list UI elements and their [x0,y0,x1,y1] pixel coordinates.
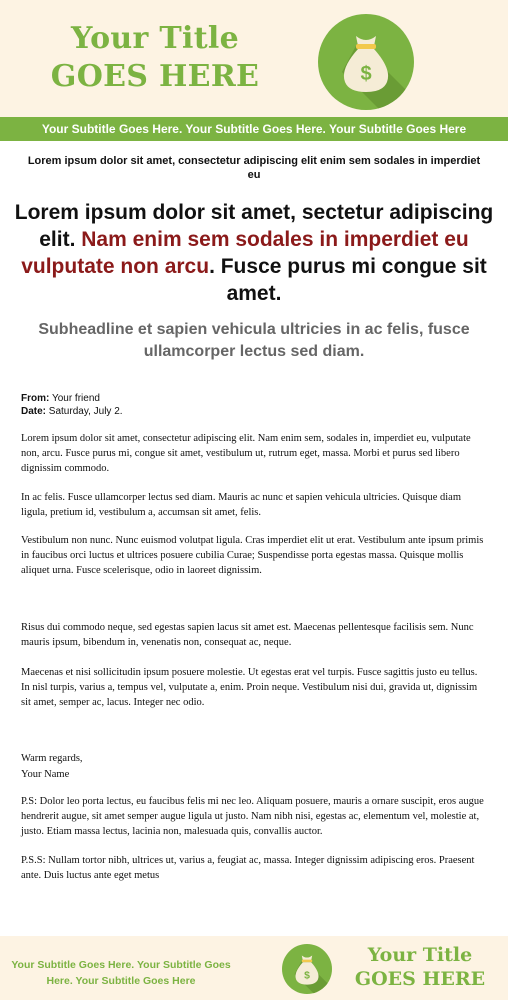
footer-title [340,943,500,991]
paragraph-3: Vestibulum non nunc. Nunc euismod volutpat ligula. Cras imperdiet elit ut erat. Vestibulum ante ipsum primis in faucibus orci luctus et ultrices posuere cubilia Curae; Suspendisse porta egestas massa. Quisque mollis aliquet urna. Fusce scelerisque, odio in laoreet dignissim. [21,535,484,576]
title-line-2: GOES HERE [50,59,260,94]
footer [0,936,508,1000]
paragraph-2: In ac felis. Fusce ullamcorper lectus sed diam. Mauris ac nunc et sapien vehicula ultricies. Quisque diam ligula, pretium id, vestibulum a, accumsan sit amet, felis. [21,492,461,518]
date-label: Date: [21,406,47,417]
subheadline: Subheadline et sapien vehicula ultricies in ac felis, fusce ullamcorper lectus sed diam. [38,321,470,360]
title-line-1: Your Title [71,21,239,56]
headline-part-1: Lorem ipsum dolor sit amet, sectetur adipiscing elit. [14,201,494,251]
money-bag-icon [282,944,332,994]
postscript: P.S: Dolor leo porta lectus, eu faucibus felis mi nec leo. Aliquam posuere, mauris a ornare suscipit, eros augue hendrerit augue, sit amet semper augue ligula ut justo. Nam nibh nisi, egestas ac, elementum vel, molestie at, justo. Etiam massa lectus, lacinia non, malesuada quis, convallis auctor. [21,796,484,837]
content-panel [0,141,508,936]
intro-text: Lorem ipsum dolor sit amet, consectetur adipiscing elit enim sem sodales in imperdiet eu [27,155,481,181]
header [0,0,508,116]
page-title [0,20,310,96]
from-value: Your friend [49,393,100,404]
headline [14,199,494,307]
headline-highlight: Nam enim sem sodales in imperdiet eu vulputate non arcu [21,228,469,278]
letter-meta [21,392,481,418]
paragraph-4: Risus dui commodo neque, sed egestas sapien lacus sit amet est. Maecenas pellentesque facilisis sem. Nunc mauris ipsum, bibendum in, venenatis non, consequat ac, neque. [21,622,474,648]
paragraph-5: Maecenas et nisi sollicitudin ipsum posuere molestie. Ut egestas erat vel turpis. Fusce sagittis justo eu tellus. In nisl turpis, varius a, tempus vel, vulputate a, enim. Proin neque. Vestibulum nisi dui, gravida ut, dignissim sit amet, semper ac, lacus. Integer nec odio. [21,667,478,708]
footer-title-line-1: Your Title [367,944,473,966]
subtitle-bar: Your Subtitle Goes Here. Your Subtitle Goes Here. Your Subtitle Goes Here [0,117,508,141]
dollar-sign: $ [360,63,372,85]
footer-subtitle: Your Subtitle Goes Here. Your Subtitle Goes Here. Your Subtitle Goes Here [11,959,231,987]
date-line [21,405,481,418]
from-line [21,392,481,405]
post-postscript: P.S.S: Nullam tortor nibh, ultrices ut, varius a, feugiat ac, massa. Integer dignissim adipiscing eros. Praesent ante. Duis luctus ante eget metus [21,855,475,881]
signature: Your Name [21,769,70,780]
headline-part-2: . Fusce purus mi congue sit amet. [209,255,487,305]
from-label: From: [21,393,50,404]
paragraph-1: Lorem ipsum dolor sit amet, consectetur adipiscing elit. Nam enim sem, sodales in, imperdiet eu, vulputate non, arcu. Fusce purus mi, congue sit amet, vestibulum ut, rutrum eget, massa. Morbi et purus sed libero dignissim commodo. [21,433,471,474]
closing: Warm regards, [21,753,83,764]
dollar-sign: $ [304,970,310,982]
date-value: Saturday, July 2. [46,406,123,417]
money-bag-icon [318,14,414,110]
footer-title-line-2: GOES HERE [354,968,486,990]
